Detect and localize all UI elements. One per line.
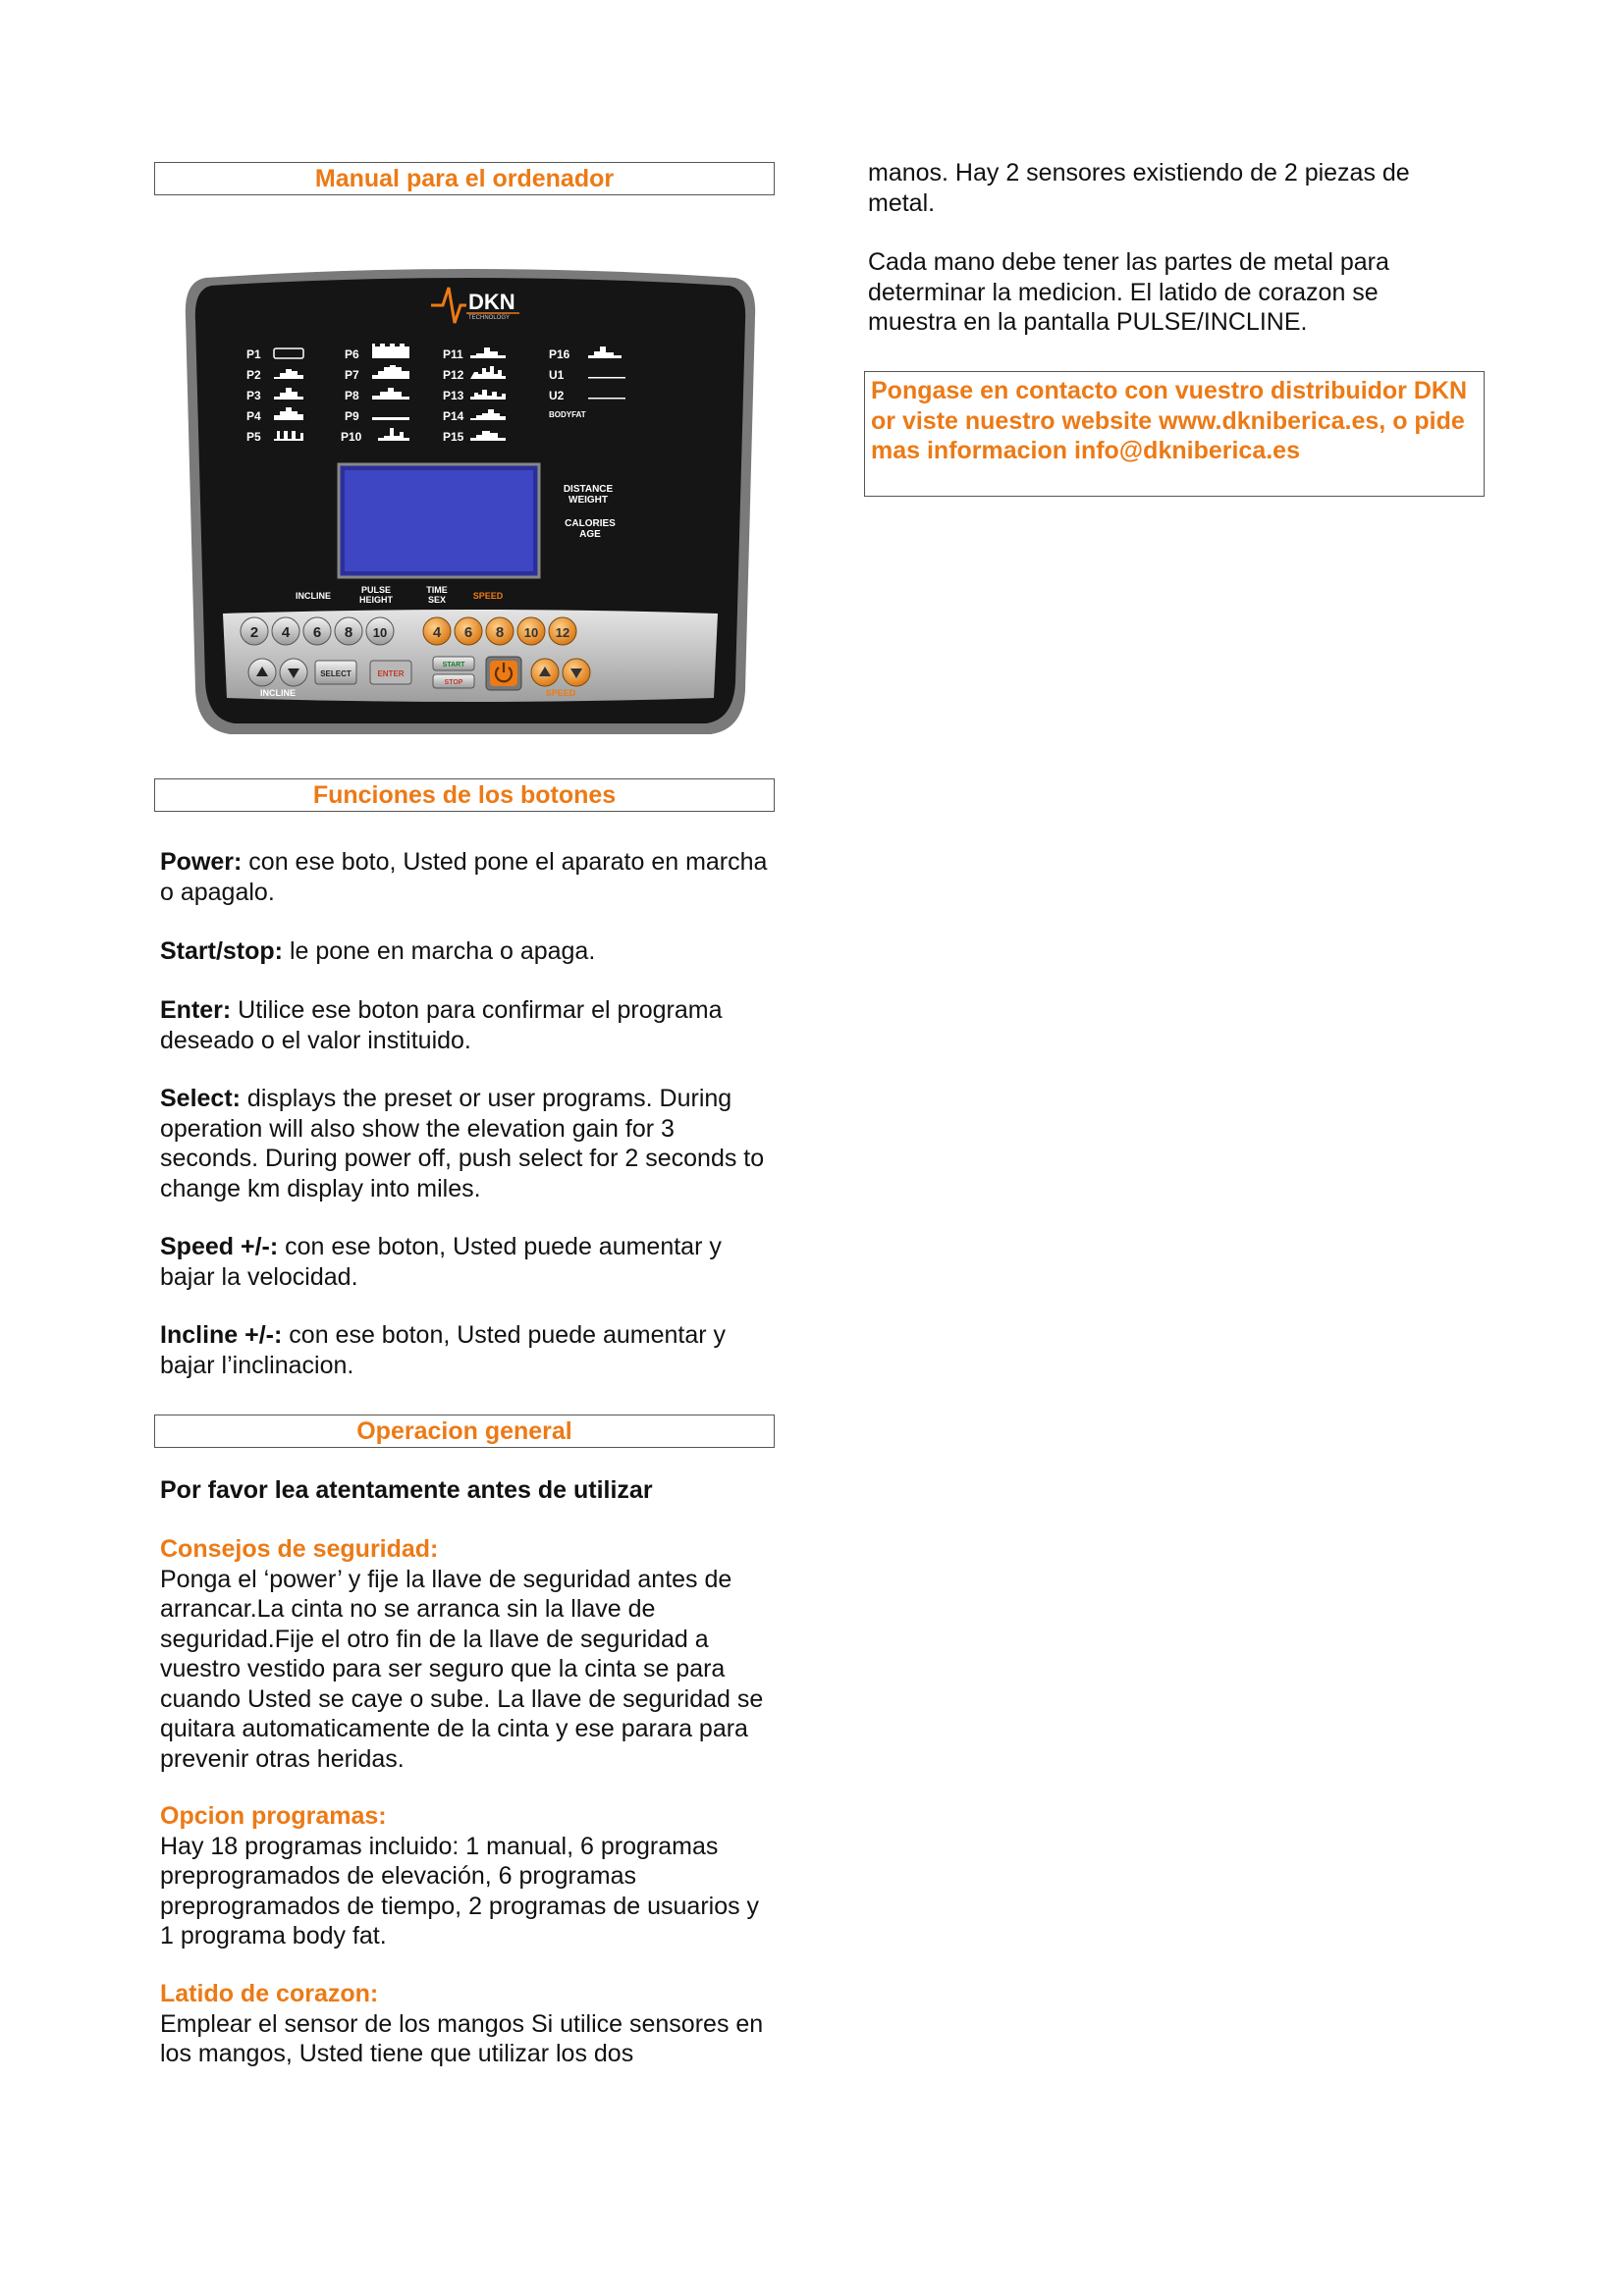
- label-speed: SPEED: [472, 591, 504, 601]
- incline-key-label: 8: [344, 624, 353, 641]
- label-age: AGE: [579, 529, 601, 540]
- function-desc: le pone en marcha o apaga.: [283, 937, 596, 965]
- speed-key-12[interactable]: [549, 617, 576, 645]
- program-label: U1: [549, 368, 565, 382]
- function-term: Speed +/-:: [160, 1233, 279, 1260]
- function-startstop: [160, 936, 769, 967]
- brand-logo: DKN: [468, 290, 515, 314]
- function-desc: con ese boto, Usted pone el aparato en marcha o apagalo.: [160, 848, 768, 906]
- brand-sub: TECHNOLOGY: [468, 315, 511, 321]
- function-enter: [160, 995, 769, 1055]
- program-label: P5: [246, 430, 261, 444]
- programs-text: Hay 18 programas incluido: 1 manual, 6 programas preprogramados de elevación, 6 programas preprogramados de tiempo, 2 programas de usuarios y 1 programa body fat.: [160, 1832, 760, 1949]
- incline-up-button[interactable]: [248, 659, 276, 686]
- function-incline: [160, 1320, 769, 1380]
- speed-key-10[interactable]: [517, 617, 545, 645]
- incline-key-8[interactable]: [335, 617, 362, 645]
- profile-u2: [588, 398, 625, 400]
- program-label: P13: [443, 389, 464, 402]
- program-label: P8: [345, 389, 359, 402]
- heading-manual: [154, 162, 775, 195]
- contact-text: Pongase en contacto con vuestro distribuidor DKN or viste nuestro website www.dkniberica.es, o pide mas informacion info@dkniberica.es: [871, 377, 1468, 464]
- program-label: P16: [549, 347, 570, 361]
- label-weight: WEIGHT: [568, 495, 608, 506]
- program-label: P1: [246, 347, 261, 361]
- speed-key-label: 12: [555, 625, 570, 640]
- speed-key-6[interactable]: [455, 617, 482, 645]
- speed-up-button[interactable]: [531, 659, 559, 686]
- incline-down-button[interactable]: [280, 659, 307, 686]
- function-desc: Utilice ese boton para confirmar el programa deseado o el valor instituido.: [160, 996, 723, 1054]
- select-button[interactable]: [315, 661, 356, 684]
- heading-funciones-text: Funciones de los botones: [312, 780, 617, 809]
- programs-title: Opcion programas:: [160, 1802, 387, 1830]
- program-label: P6: [345, 347, 359, 361]
- program-label: BODYFAT: [549, 410, 586, 419]
- program-label: P9: [345, 409, 359, 423]
- function-term: Select:: [160, 1085, 241, 1112]
- program-label: P10: [341, 430, 362, 444]
- function-speed: [160, 1232, 769, 1292]
- enter-button[interactable]: [370, 661, 411, 684]
- speed-down-button[interactable]: [563, 659, 590, 686]
- function-desc: con ese boton, Usted puede aumentar y bajar la velocidad.: [160, 1233, 722, 1291]
- speed-key-8[interactable]: [486, 617, 514, 645]
- safety-text: Ponga el ‘power’ y fije la llave de seguridad antes de arrancar.La cinta no se arranca sin la llave de seguridad.Fije el otro fin de la llave de seguridad a vuestro vestido para ser seguro que la cinta se para cuando Usted se caye o sube. La llave de seguridad se quitara automaticamente de la cinta y ese parara para prevenir otras heridas.: [160, 1565, 764, 1773]
- heading-operacion-text: Operacion general: [356, 1416, 572, 1445]
- function-select: [160, 1084, 769, 1203]
- label-distance: DISTANCE: [563, 484, 614, 495]
- function-term: Incline +/-:: [160, 1321, 283, 1349]
- program-label: P3: [246, 389, 261, 402]
- label-calories: CALORIES: [565, 518, 616, 529]
- incline-key-label: 2: [249, 624, 259, 641]
- safety-title: Consejos de seguridad:: [160, 1535, 439, 1563]
- profile-u1: [588, 377, 625, 379]
- lcd-inner: [345, 470, 533, 571]
- program-label: P14: [443, 409, 464, 423]
- incline-key-label: 6: [312, 624, 322, 641]
- label-incline: INCLINE: [296, 591, 331, 601]
- enter-label: ENTER: [377, 669, 405, 678]
- label-time: TIME: [426, 585, 448, 595]
- start-label: START: [442, 662, 465, 668]
- label-height: HEIGHT: [358, 595, 394, 605]
- operation-intro: Por favor lea atentamente antes de utilizar: [160, 1476, 653, 1504]
- heart-continued: manos. Hay 2 sensores existiendo de 2 piezas de metal.: [868, 159, 1410, 217]
- function-power: [160, 847, 769, 907]
- programs-section: [160, 1801, 769, 1951]
- safety-section: [160, 1534, 769, 1774]
- label-pulse: PULSE: [360, 585, 392, 595]
- speed-caption: SPEED: [545, 688, 576, 698]
- incline-key-10[interactable]: [366, 617, 394, 645]
- function-desc: con ese boton, Usted puede aumentar y bajar l’inclinacion.: [160, 1321, 727, 1379]
- contact-box: [864, 371, 1485, 497]
- console-image: [176, 258, 765, 736]
- function-term: Power:: [160, 848, 243, 876]
- program-label: P2: [246, 368, 261, 382]
- speed-key-4[interactable]: [423, 617, 451, 645]
- incline-key-6[interactable]: [303, 617, 331, 645]
- speed-key-label: 6: [463, 624, 473, 641]
- program-label: P4: [246, 409, 261, 423]
- console-svg: [176, 258, 765, 736]
- function-term: Enter:: [160, 996, 232, 1024]
- power-button[interactable]: [486, 657, 521, 690]
- start-button[interactable]: [433, 657, 474, 670]
- heading-operacion: [154, 1415, 775, 1448]
- speed-key-label: 10: [523, 625, 539, 640]
- program-label: U2: [549, 389, 565, 402]
- incline-key-label: 4: [281, 624, 291, 641]
- profile-p9: [372, 417, 409, 420]
- incline-key-2[interactable]: [241, 617, 268, 645]
- program-label: P15: [443, 430, 464, 444]
- metal-text: Cada mano debe tener las partes de metal para determinar la medicion. El latido de corazon se muestra en la pantalla PULSE/INCLINE.: [868, 248, 1389, 336]
- heart-section: [160, 1979, 769, 2069]
- heart-text: Emplear el sensor de los mangos Si utilice sensores en los mangos, Usted tiene que utilizar los dos: [160, 2009, 764, 2067]
- heart-title: Latido de corazon:: [160, 1980, 379, 2007]
- stop-button[interactable]: [433, 674, 474, 688]
- program-label: P7: [345, 368, 359, 382]
- program-label: P11: [443, 347, 463, 361]
- incline-key-label: 10: [372, 625, 388, 640]
- incline-key-4[interactable]: [272, 617, 299, 645]
- label-sex: SEX: [427, 595, 447, 605]
- function-desc: displays the preset or user programs. During operation will also show the elevation gain for 3 seconds. During power off, push select for 2 seconds to change km display into miles.: [160, 1085, 765, 1202]
- speed-key-label: 4: [432, 624, 442, 641]
- stop-label: STOP: [444, 679, 463, 686]
- heading-manual-text: Manual para el ordenador: [314, 164, 615, 192]
- incline-caption: INCLINE: [260, 688, 296, 698]
- speed-key-label: 8: [495, 624, 505, 641]
- function-term: Start/stop:: [160, 937, 283, 965]
- select-label: SELECT: [320, 669, 352, 678]
- program-label: P12: [443, 368, 464, 382]
- heading-funciones: [154, 778, 775, 812]
